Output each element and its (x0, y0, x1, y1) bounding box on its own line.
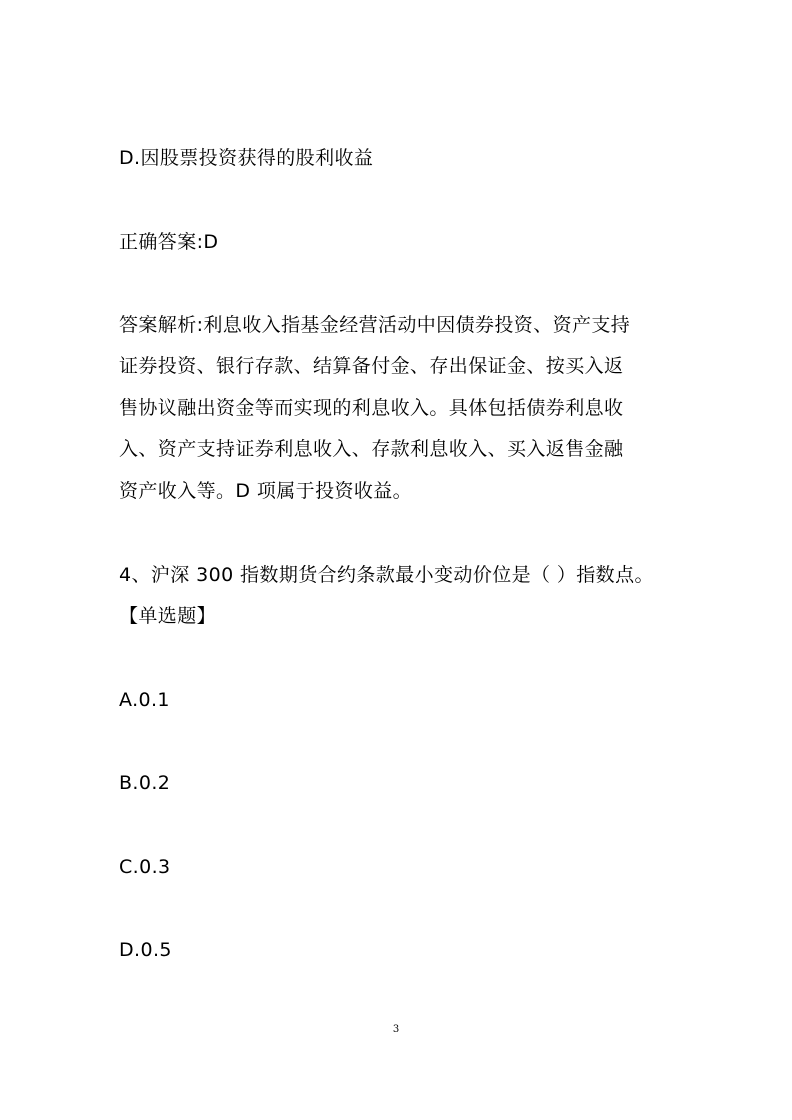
option-a: A.0.1 (119, 689, 170, 711)
option-d: D.0.5 (119, 939, 172, 961)
explanation-line: 入、资产支持证券利息收入、存款利息收入、买入返售金融 (119, 438, 624, 460)
explanation-line: 答案解析:利息收入指基金经营活动中因债券投资、资产支持 (119, 314, 631, 336)
correct-answer: 正确答案:D (119, 231, 219, 253)
question-4-stem: 4、沪深 300 指数期货合约条款最小变动价位是（ ）指数点。 (119, 564, 654, 586)
explanation-line: 资产收入等。D 项属于投资收益。 (119, 480, 413, 502)
option-b: B.0.2 (119, 772, 171, 794)
explanation-line: 证券投资、银行存款、结算备付金、存出保证金、按买入返 (119, 355, 624, 377)
question-type-label: 【单选题】 (119, 605, 217, 627)
option-c: C.0.3 (119, 856, 171, 878)
explanation-line: 售协议融出资金等而实现的利息收入。具体包括债券利息收 (119, 397, 624, 419)
prev-option-d: D.因股票投资获得的股利收益 (119, 147, 374, 169)
page-number: 3 (392, 1024, 400, 1035)
